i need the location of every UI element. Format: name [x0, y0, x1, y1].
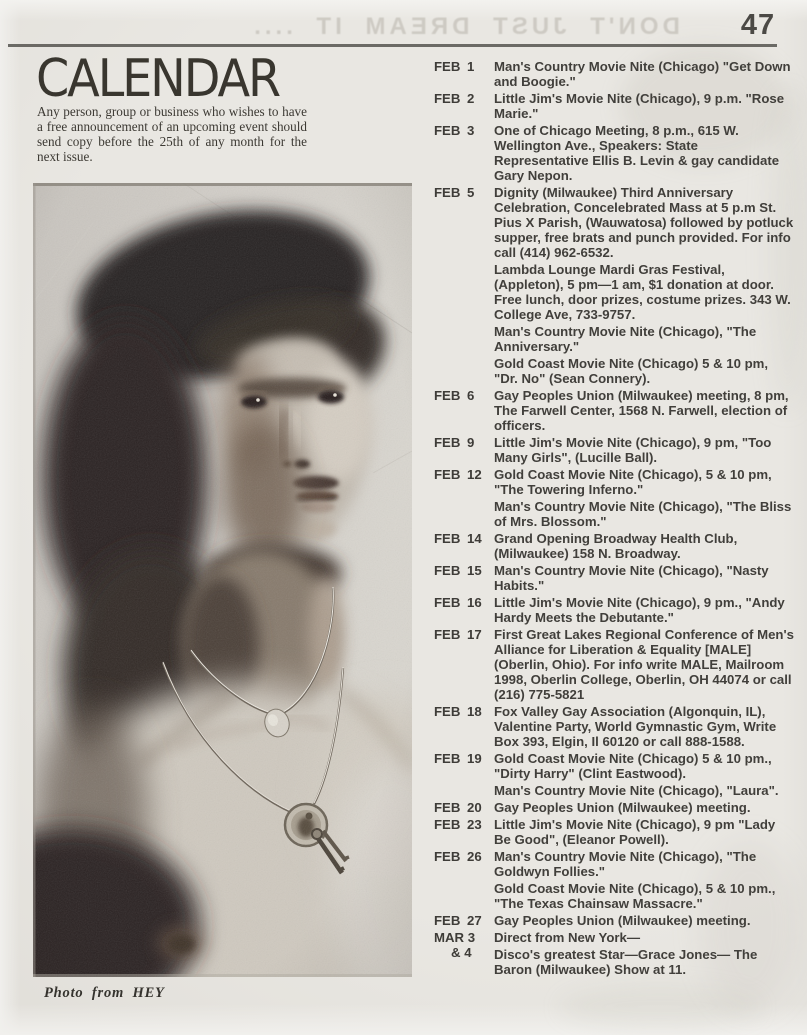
- event-text: Man's Country Movie Nite (Chicago) "Get Down and Boogie.": [494, 59, 791, 89]
- event-row: [434, 123, 794, 183]
- event-month: FEB: [434, 59, 461, 74]
- event-date: [434, 800, 486, 815]
- mirrored-bleed-text: DON'T JUST DREAM IT ....: [250, 13, 680, 40]
- event-text: Fox Valley Gay Association (Algonquin, IL), Valentine Party, World Gymnastic Gym, Write Box 393, Elgin, Il 60120 or call 888-1588.: [494, 704, 777, 749]
- event-month: FEB: [434, 704, 461, 719]
- event-month: FEB: [434, 185, 461, 200]
- event-month: FEB: [434, 91, 461, 106]
- event-list: [434, 59, 794, 979]
- event-items: [494, 388, 794, 433]
- calendar-intro: Any person, group or business who wishes to have a free announcement of an upcoming event should send copy before the 25th of any month for the next issue.: [37, 104, 307, 165]
- event-day: 15: [467, 563, 482, 578]
- event-date: [434, 59, 486, 89]
- event-text: Little Jim's Movie Nite (Chicago), 9 pm, "Too Many Girls", (Lucille Ball).: [494, 435, 772, 465]
- event-row: [434, 59, 794, 89]
- event-items: [494, 913, 794, 928]
- event-row: [434, 91, 794, 121]
- header-rule: [8, 44, 777, 47]
- event-day: 17: [467, 627, 482, 642]
- event-date: [434, 185, 486, 386]
- event-row: [434, 435, 794, 465]
- event-day: 16: [467, 595, 482, 610]
- event-day: 18: [467, 704, 482, 719]
- event-day: 2: [467, 91, 475, 106]
- event-text: Gay Peoples Union (Milwaukee) meeting, 8 pm, The Farwell Center, 1568 N. Farwell, election of officers.: [494, 388, 789, 433]
- event-month: FEB: [434, 467, 461, 482]
- event-text: Man's Country Movie Nite (Chicago), "The Anniversary.": [494, 324, 757, 354]
- event-text: Man's Country Movie Nite (Chicago), "The Bliss of Mrs. Blossom.": [494, 499, 792, 529]
- event-day: 12: [467, 467, 482, 482]
- event-row: [434, 563, 794, 593]
- bleed-through-art: [560, 985, 760, 1029]
- page-number: 47: [740, 9, 776, 41]
- event-date: [434, 563, 486, 593]
- event-month: FEB: [434, 563, 461, 578]
- event-items: [494, 595, 794, 625]
- calendar-title: CALENDAR: [36, 48, 280, 109]
- event-row: [434, 185, 794, 386]
- event-date: [434, 913, 486, 928]
- event-text: Gold Coast Movie Nite (Chicago), 5 & 10 pm, "The Towering Inferno.": [494, 467, 772, 497]
- event-items: [494, 123, 794, 183]
- event-month: FEB: [434, 531, 461, 546]
- event-row: [434, 930, 794, 977]
- event-items: [494, 751, 794, 798]
- event-text: Little Jim's Movie Nite (Chicago), 9 pm "Lady Be Good", (Eleanor Powell).: [494, 817, 776, 847]
- event-items: [494, 817, 794, 847]
- event-items: [494, 800, 794, 815]
- event-day: 19: [467, 751, 482, 766]
- event-row: [434, 800, 794, 815]
- event-items: [494, 563, 794, 593]
- event-month: FEB: [434, 817, 461, 832]
- event-month: MAR 3: [434, 930, 476, 945]
- event-day: 26: [467, 849, 482, 864]
- event-items: [494, 627, 794, 702]
- event-items: [494, 185, 794, 386]
- event-date: [434, 751, 486, 798]
- event-text: Gay Peoples Union (Milwaukee) meeting.: [494, 913, 751, 928]
- event-day: 5: [467, 185, 475, 200]
- portrait-photo: [33, 183, 412, 977]
- event-text: One of Chicago Meeting, 8 p.m., 615 W. Wellington Ave., Speakers: State Representative Ellis B. Levin & gay candidate Gary Nepon.: [494, 123, 780, 183]
- event-row: [434, 817, 794, 847]
- event-row: [434, 704, 794, 749]
- event-day: 20: [467, 800, 482, 815]
- event-text: Grand Opening Broadway Health Club, (Milwaukee) 158 N. Broadway.: [494, 531, 738, 561]
- event-day: 3: [467, 123, 475, 138]
- event-date: [434, 388, 486, 433]
- event-date: [434, 930, 486, 977]
- event-day: 14: [467, 531, 482, 546]
- event-row: [434, 913, 794, 928]
- photo-caption: Photo from HEY: [44, 985, 165, 1001]
- event-month: FEB: [434, 595, 461, 610]
- event-date: [434, 123, 486, 183]
- event-month: FEB: [434, 913, 461, 928]
- event-month: FEB: [434, 751, 461, 766]
- event-text: Gold Coast Movie Nite (Chicago) 5 & 10 pm., "Dirty Harry" (Clint Eastwood).: [494, 751, 772, 781]
- event-items: [494, 704, 794, 749]
- event-row: [434, 751, 794, 798]
- event-day: 23: [467, 817, 482, 832]
- event-row: [434, 627, 794, 702]
- event-text: Direct from New York—: [494, 930, 641, 945]
- event-date: [434, 595, 486, 625]
- event-items: [494, 467, 794, 529]
- event-row: [434, 595, 794, 625]
- event-items: [494, 930, 794, 977]
- event-day: & 4: [451, 945, 472, 960]
- event-row: [434, 467, 794, 529]
- event-month: FEB: [434, 435, 461, 450]
- event-text: Man's Country Movie Nite (Chicago), "Nasty Habits.": [494, 563, 769, 593]
- event-date: [434, 435, 486, 465]
- event-text: Lambda Lounge Mardi Gras Festival, (Appleton), 5 pm—1 am, $1 donation at door. Free lunch, door prizes, costume prizes. 343 W. College Ave, 733-9757.: [494, 262, 791, 322]
- event-day: 1: [467, 59, 475, 74]
- event-text: Gold Coast Movie Nite (Chicago) 5 & 10 pm, "Dr. No" (Sean Connery).: [494, 356, 769, 386]
- event-month: FEB: [434, 627, 461, 642]
- event-date: [434, 531, 486, 561]
- event-items: [494, 59, 794, 89]
- event-date: [434, 627, 486, 702]
- event-items: [494, 849, 794, 911]
- event-text: Disco's greatest Star—Grace Jones— The Baron (Milwaukee) Show at 11.: [494, 947, 758, 977]
- event-month: FEB: [434, 388, 461, 403]
- event-items: [494, 91, 794, 121]
- event-day: 6: [467, 388, 475, 403]
- event-text: Gay Peoples Union (Milwaukee) meeting.: [494, 800, 751, 815]
- event-items: [494, 435, 794, 465]
- event-row: [434, 849, 794, 911]
- event-text: Man's Country Movie Nite (Chicago), "The Goldwyn Follies.": [494, 849, 757, 879]
- event-text: Little Jim's Movie Nite (Chicago), 9 pm., "Andy Hardy Meets the Debutante.": [494, 595, 785, 625]
- event-row: [434, 388, 794, 433]
- event-month: FEB: [434, 800, 461, 815]
- event-text: Little Jim's Movie Nite (Chicago), 9 p.m. "Rose Marie.": [494, 91, 785, 121]
- event-date: [434, 91, 486, 121]
- event-text: Man's Country Movie Nite (Chicago), "Laura".: [494, 783, 779, 798]
- event-date: [434, 704, 486, 749]
- event-items: [494, 531, 794, 561]
- event-date: [434, 849, 486, 911]
- event-text: Gold Coast Movie Nite (Chicago), 5 & 10 pm., "The Texas Chainsaw Massacre.": [494, 881, 776, 911]
- event-date: [434, 817, 486, 847]
- event-text: First Great Lakes Regional Conference of Men's Alliance for Liberation & Equality [MALE] (Oberlin, Ohio). For info write MALE, Mailroom 1998, Oberlin College, Oberlin, OH 44074 or call (216) 775-5821: [494, 627, 794, 702]
- event-date: [434, 467, 486, 529]
- event-row: [434, 531, 794, 561]
- event-day: 27: [467, 913, 482, 928]
- event-day: 9: [467, 435, 475, 450]
- event-month: FEB: [434, 123, 461, 138]
- event-text: Dignity (Milwaukee) Third Anniversary Celebration, Concelebrated Mass at 5 p.m St. Pius X Parish, (Wauwatosa) followed by potluck supper, free brats and punch provided. For info call (414) 962-6532.: [494, 185, 794, 260]
- event-month: FEB: [434, 849, 461, 864]
